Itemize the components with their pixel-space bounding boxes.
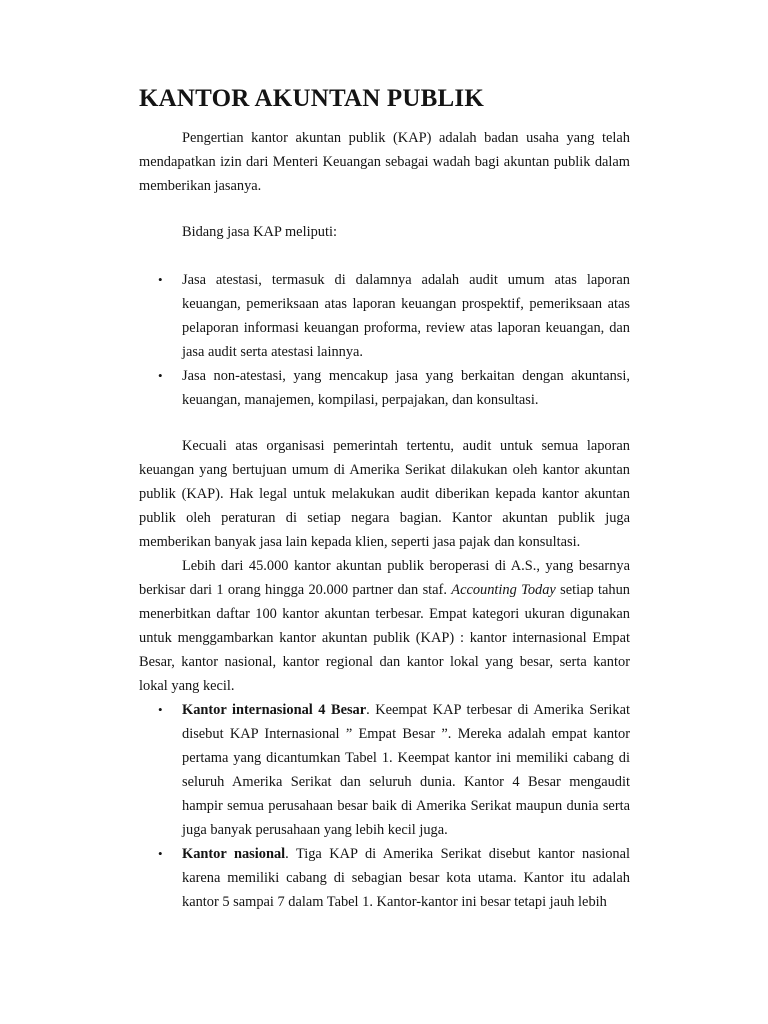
bullet-icon: • (158, 846, 163, 861)
intro-paragraph: Pengertian kantor akuntan publik (KAP) adalah badan usaha yang telah mendapatkan izin dari Menteri Keuangan sebagai wadah bagi akuntan publik dalam memberikan jasanya. (139, 130, 630, 194)
bullet-icon: • (158, 368, 163, 383)
accounting-today-title: Accounting Today (451, 582, 556, 598)
size-paragraph-start: Lebih dari 45.000 kantor akuntan publik beroperasi di A.S., yang besarnya berkisar dari 1 orang hingga 20.000 partner dan staf. (139, 558, 630, 598)
list-item (139, 698, 630, 842)
document-title: KANTOR AKUNTAN PUBLIK (139, 85, 484, 112)
category-text: . Tiga KAP di Amerika Serikat disebut kantor nasional karena memiliki cabang di sebagian besar kota utama. Kantor itu adalah kantor 5 sampai 7 dalam Tabel 1. Kantor-kantor ini besar tetapi jauh lebih (182, 846, 630, 910)
list-item (139, 364, 630, 412)
list-item-text: Jasa atestasi, termasuk di dalamnya adalah audit umum atas laporan keuangan, pemeriksaan atas laporan keuangan prospektif, pemeriksaan atas pelaporan informasi keuangan proforma, review atas laporan keuangan, dan jasa audit serta atestasi lainnya. (182, 272, 630, 360)
document-page (139, 84, 630, 914)
categories-list (139, 698, 630, 914)
bullet-icon: • (158, 272, 163, 287)
list-item (139, 842, 630, 914)
size-paragraph-end: setiap tahun menerbitkan daftar 100 kantor akuntan terbesar. Empat kategori ukuran digunakan untuk menggambarkan kantor akuntan publik (KAP) : kantor internasional Empat Besar, kantor nasional, kantor regional dan kantor lokal yang besar, serta kantor lokal yang kecil. (139, 582, 631, 694)
category-heading: Kantor nasional (182, 846, 286, 862)
audit-paragraph: Kecuali atas organisasi pemerintah tertentu, audit untuk semua laporan keuangan yang bertujuan umum di Amerika Serikat dilakukan oleh kantor akuntan publik (KAP). Hak legal untuk melakukan audit diberikan kepada kantor akuntan publik oleh peraturan di setiap negara bagian. Kantor akuntan publik juga memberikan banyak jasa lain kepada klien, seperti jasa pajak dan konsultasi. (139, 438, 630, 550)
list-item (139, 268, 630, 364)
bullet-icon: • (158, 702, 163, 717)
category-text: . Keempat KAP terbesar di Amerika Serikat disebut KAP Internasional ” Empat Besar ”. Mereka adalah empat kantor pertama yang dicantumkan Tabel 1. Keempat kantor ini memiliki cabang di seluruh Amerika Serikat dan seluruh dunia. Kantor 4 Besar mengaudit hampir semua perusahaan besar baik di Amerika Serikat maupun dunia serta juga banyak perusahaan yang lebih kecil juga. (182, 702, 630, 838)
list-item-text: Jasa non-atestasi, yang mencakup jasa yang berkaitan dengan akuntansi, keuangan, manajemen, kompilasi, perpajakan, dan konsultasi. (182, 368, 630, 408)
services-intro: Bidang jasa KAP meliputi: (182, 224, 337, 240)
services-list (139, 268, 630, 412)
size-paragraph (139, 554, 630, 698)
category-heading: Kantor internasional 4 Besar (182, 702, 367, 718)
